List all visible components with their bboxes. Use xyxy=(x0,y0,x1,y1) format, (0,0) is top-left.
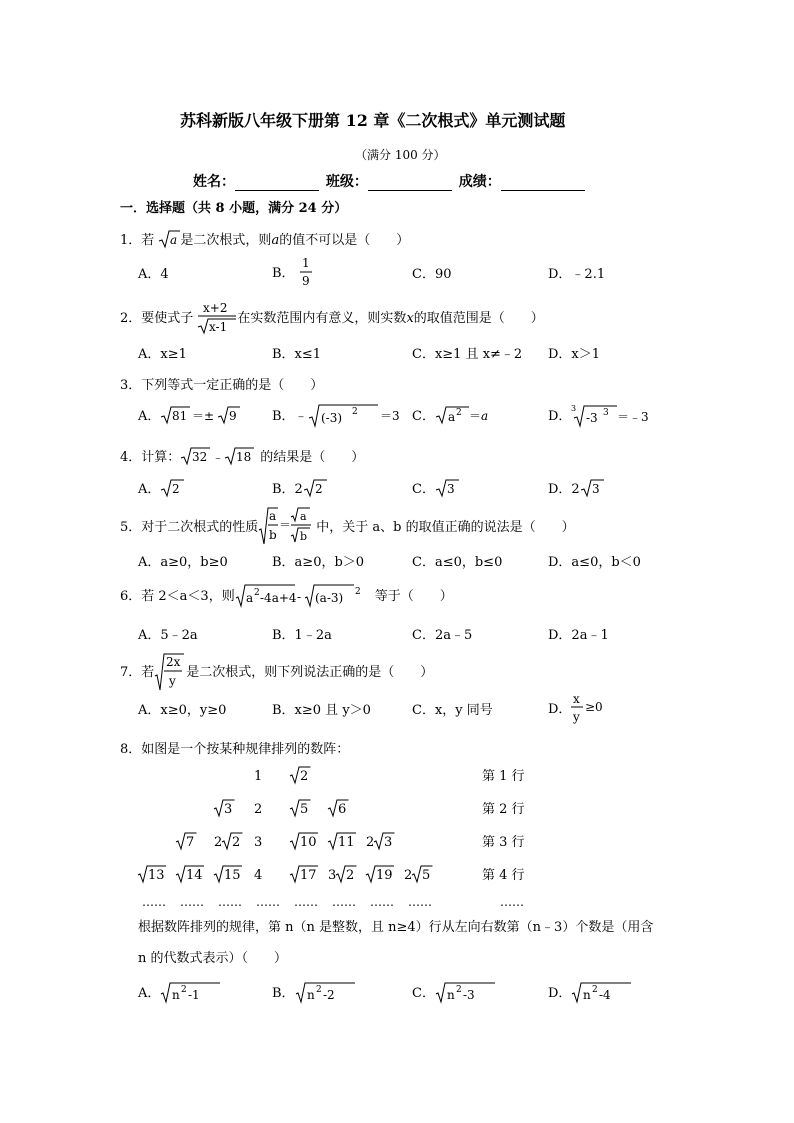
q1-option-d[interactable]: D．﹣2.1 xyxy=(548,267,606,282)
svg-text:2: 2 xyxy=(314,482,323,496)
question-7: 7．若 2x y 是二次根式，则下列说法正确的是（ ） xyxy=(120,652,433,692)
q3-option-a[interactable]: A． 81 ＝± 9 xyxy=(138,404,260,426)
svg-text:2: 2 xyxy=(592,985,599,995)
question-8: 8．如图是一个按某种规律排列的数阵： xyxy=(120,742,350,757)
svg-text:14: 14 xyxy=(186,868,203,883)
question-4: 4．计算： 32 ﹣ 18 的结果是（ ） xyxy=(120,445,364,467)
q7-option-c[interactable]: C．x，y 同号 xyxy=(412,703,493,718)
q5-option-b[interactable]: B．a≥0，b＞0 xyxy=(272,555,365,570)
svg-text:n: n xyxy=(306,988,315,1002)
svg-text:3: 3 xyxy=(384,835,393,850)
svg-text:1: 1 xyxy=(254,769,263,784)
svg-text:-: - xyxy=(296,590,301,604)
matrix-cell xyxy=(176,833,197,850)
svg-text:2: 2 xyxy=(181,985,188,995)
svg-text:＝±: ＝± xyxy=(192,409,215,423)
matrix-ellipsis: …… xyxy=(218,895,242,909)
matrix-cell xyxy=(328,833,356,850)
svg-text:2: 2 xyxy=(354,587,361,597)
matrix-cell xyxy=(328,866,357,883)
matrix-cell xyxy=(366,866,394,883)
svg-text:≥0: ≥0 xyxy=(585,700,604,714)
matrix-row-label: 第 2 行 xyxy=(482,802,525,817)
svg-text:17: 17 xyxy=(300,868,317,883)
svg-text:4: 4 xyxy=(254,868,263,883)
q2-option-b[interactable]: B．x≤1 xyxy=(272,347,322,362)
q1-option-b[interactable]: B． 1 9 xyxy=(272,256,310,288)
svg-text:(-3): (-3) xyxy=(320,411,342,425)
q5-option-d[interactable]: D．a≤0，b＜0 xyxy=(548,555,641,570)
sqrt-2x-over-y xyxy=(154,652,186,692)
svg-text:a: a xyxy=(300,510,307,523)
matrix-cell xyxy=(366,833,395,850)
svg-text:5: 5 xyxy=(300,802,309,817)
q4-option-c[interactable]: C． 3 xyxy=(412,477,461,499)
q4-option-a[interactable]: A． 2 xyxy=(138,477,186,499)
svg-text:2: 2 xyxy=(315,985,322,995)
svg-text:a: a xyxy=(269,509,277,523)
svg-text:-3: -3 xyxy=(586,411,599,425)
svg-text:3: 3 xyxy=(254,835,263,850)
q8-option-b[interactable]: B． n 2 -2 xyxy=(272,980,365,1004)
matrix-cell xyxy=(214,800,235,817)
class-label: 班级： xyxy=(325,174,368,190)
svg-text:2: 2 xyxy=(254,802,263,817)
matrix-cell xyxy=(290,800,311,817)
svg-text:n: n xyxy=(172,988,181,1002)
grade-blank xyxy=(501,176,585,191)
svg-text:2: 2 xyxy=(366,835,375,850)
question-3: 3．下列等式一定正确的是（ ） xyxy=(120,378,324,393)
svg-text:b: b xyxy=(300,530,308,543)
matrix-cell xyxy=(290,833,318,850)
matrix-ellipsis: …… xyxy=(408,895,432,909)
matrix-cell xyxy=(254,868,262,883)
svg-text:y: y xyxy=(169,674,177,688)
q6-option-b[interactable]: B．1﹣2a xyxy=(272,628,332,643)
q7-option-b[interactable]: B．x≥0 且 y＞0 xyxy=(272,703,371,718)
matrix-ellipsis: …… xyxy=(370,895,394,909)
student-info-line xyxy=(193,171,587,191)
matrix-ellipsis: …… xyxy=(142,895,166,909)
svg-text:13: 13 xyxy=(148,868,165,883)
sqrt32-minus-sqrt18 xyxy=(180,445,260,467)
matrix-row-label: 第 3 行 xyxy=(482,835,525,850)
svg-text:-4: -4 xyxy=(599,988,612,1002)
svg-text:9: 9 xyxy=(301,274,310,288)
svg-text:9: 9 xyxy=(229,409,238,423)
q3-option-d[interactable]: D． 3 -3 3 ＝﹣3 xyxy=(548,404,650,425)
svg-text:＝: ＝ xyxy=(279,518,292,532)
svg-text:1: 1 xyxy=(301,256,310,270)
svg-text:-1: -1 xyxy=(188,988,201,1002)
q6-option-d[interactable]: D．2a﹣1 xyxy=(548,628,609,643)
svg-text:(a-3): (a-3) xyxy=(314,591,343,605)
q1-option-a[interactable]: A．4 xyxy=(138,267,169,282)
q3-option-b[interactable]: B．﹣ (-3) 2 ＝3 xyxy=(272,407,400,425)
svg-text:3: 3 xyxy=(603,408,610,418)
section-heading: 一．选择题（共 8 小题，满分 24 分） xyxy=(120,201,348,216)
q8-description-2: n 的代数式表示）（ ） xyxy=(138,951,288,966)
name-label: 姓名： xyxy=(193,174,235,190)
svg-text:2: 2 xyxy=(351,407,358,417)
q7-option-a[interactable]: A．x≥0，y≥0 xyxy=(138,703,227,718)
matrix-cell xyxy=(214,833,243,850)
svg-text:-3: -3 xyxy=(462,988,475,1002)
q6-radical-expression xyxy=(235,582,375,608)
matrix-cell xyxy=(290,767,311,784)
matrix-cell xyxy=(328,800,349,817)
matrix-ellipsis: …… xyxy=(294,895,318,909)
matrix-row-label: 第 1 行 xyxy=(482,769,525,784)
svg-text:-4a+4: -4a+4 xyxy=(259,591,297,605)
svg-text:＝﹣3: ＝﹣3 xyxy=(617,410,650,424)
svg-text:n: n xyxy=(583,988,592,1002)
svg-text:15: 15 xyxy=(224,868,241,883)
q5-option-c[interactable]: C．a≤0，b≤0 xyxy=(412,555,503,570)
svg-text:81: 81 xyxy=(172,409,188,423)
svg-text:11: 11 xyxy=(338,835,355,850)
svg-text:2: 2 xyxy=(300,769,309,784)
svg-text:3: 3 xyxy=(571,404,577,413)
svg-text:2: 2 xyxy=(253,588,260,598)
fraction-x-plus-2-over-sqrt xyxy=(197,300,237,336)
svg-text:x: x xyxy=(573,692,581,706)
svg-text:a: a xyxy=(245,591,253,605)
q2-option-c[interactable]: C．x≥1 且 x≠﹣2 xyxy=(412,347,523,362)
svg-text:2: 2 xyxy=(172,482,181,496)
svg-text:＝a: ＝a xyxy=(468,409,489,423)
svg-text:10: 10 xyxy=(300,835,317,850)
svg-text:32: 32 xyxy=(192,450,208,464)
q4-option-d[interactable]: D．2 3 xyxy=(548,477,606,499)
sqrt-a-over-b-identity xyxy=(258,506,316,546)
svg-text:3: 3 xyxy=(446,482,455,496)
q5-option-a[interactable]: A．a≥0，b≥0 xyxy=(138,555,228,570)
score-note: （满分 100 分） xyxy=(355,148,446,162)
question-1: 1．若 a 是二次根式，则a的值不可以是（ ） xyxy=(120,229,409,249)
matrix-cell xyxy=(138,866,166,883)
svg-text:a: a xyxy=(170,233,178,247)
svg-text:y: y xyxy=(573,710,581,724)
svg-text:2: 2 xyxy=(346,868,355,883)
svg-text:18: 18 xyxy=(236,450,252,464)
svg-text:2: 2 xyxy=(404,868,413,883)
matrix-ellipsis: …… xyxy=(256,895,280,909)
svg-text:＝3: ＝3 xyxy=(379,409,400,423)
q1-option-c[interactable]: C．90 xyxy=(412,267,452,282)
matrix-cell xyxy=(254,769,262,784)
question-5: 5．对于二次根式的性质 a b ＝ a b 中，关于 a、b 的取值正确的说法是（ ） xyxy=(120,506,575,546)
svg-text:19: 19 xyxy=(376,868,393,883)
q4-option-b[interactable]: B．2 2 xyxy=(272,477,329,499)
matrix-cell xyxy=(254,802,262,817)
matrix-cell xyxy=(176,866,204,883)
svg-text:2: 2 xyxy=(214,835,223,850)
q8-option-d[interactable]: D． n 2 -4 xyxy=(548,980,641,1004)
svg-text:3: 3 xyxy=(591,482,600,496)
svg-text:5: 5 xyxy=(422,868,431,883)
matrix-cell xyxy=(254,835,262,850)
matrix-row-label: 第 4 行 xyxy=(482,868,525,883)
matrix-cell xyxy=(290,866,318,883)
matrix-ellipsis: …… xyxy=(500,895,524,909)
question-6: 6．若 2＜a＜3，则 a 2 -4a+4 - (a-3) 2 等于（ ） xyxy=(120,582,453,608)
svg-text:n: n xyxy=(446,988,455,1002)
svg-text:a: a xyxy=(447,410,456,424)
q6-option-c[interactable]: C．2a﹣5 xyxy=(412,628,473,643)
svg-text:x-1: x-1 xyxy=(209,320,228,334)
svg-text:x+2: x+2 xyxy=(203,301,228,315)
svg-text:3: 3 xyxy=(224,802,233,817)
q8-description-1: 根据数阵排列的规律，第 n（n 是整数，且 n≥4）行从左向右数第（n﹣3）个数是（用含 xyxy=(138,920,654,935)
q6-option-a[interactable]: A．5﹣2a xyxy=(138,628,198,643)
svg-text:2: 2 xyxy=(232,835,241,850)
q2-option-a[interactable]: A．x≥1 xyxy=(138,347,187,362)
grade-label: 成绩： xyxy=(458,174,501,190)
q8-option-c[interactable]: C． n 2 -3 xyxy=(412,980,505,1004)
name-blank xyxy=(235,176,319,191)
q7-option-d[interactable]: D． x y ≥0 xyxy=(548,692,604,724)
q2-option-d[interactable]: D．x＞1 xyxy=(548,347,601,362)
svg-text:2: 2 xyxy=(455,985,462,995)
matrix-cell xyxy=(214,866,242,883)
svg-text:2x: 2x xyxy=(166,655,181,669)
svg-text:3: 3 xyxy=(328,868,337,883)
svg-text:7: 7 xyxy=(186,835,195,850)
class-blank xyxy=(368,176,452,191)
q8-option-a[interactable]: A． n 2 -1 xyxy=(138,980,230,1004)
question-2: 2．要使式子 x+2 x-1 在实数范围内有意义，则实数x的取值范围是（ ） xyxy=(120,301,544,334)
matrix-cell xyxy=(404,866,433,883)
svg-text:﹣: ﹣ xyxy=(212,450,225,464)
svg-text:b: b xyxy=(269,528,277,542)
q3-option-c[interactable]: C． a 2 ＝a xyxy=(412,408,489,424)
svg-text:6: 6 xyxy=(338,802,347,817)
number-matrix xyxy=(130,762,690,912)
svg-text:-2: -2 xyxy=(322,988,335,1002)
sqrt-a xyxy=(158,229,180,249)
matrix-ellipsis: …… xyxy=(332,895,356,909)
svg-text:2: 2 xyxy=(455,408,462,418)
page-title: 苏科新版八年级下册第 12 章《二次根式》单元测试题 xyxy=(180,111,566,130)
matrix-ellipsis: …… xyxy=(180,895,204,909)
